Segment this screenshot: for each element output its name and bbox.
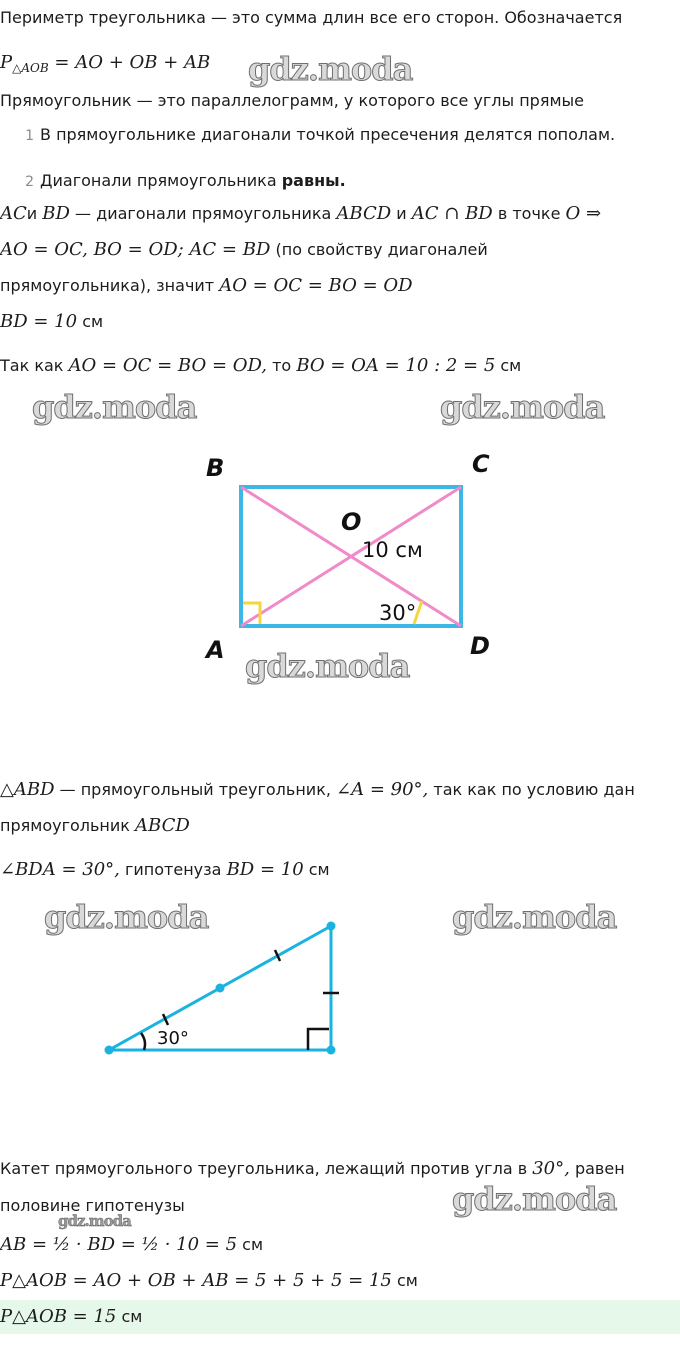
- watermark: gdz.moda: [452, 898, 617, 936]
- property-1: 1 В прямоугольнике диагонали точкой пресечения делятся пополам.: [0, 124, 615, 147]
- watermark: gdz.moda: [44, 898, 209, 936]
- leg-line-1: Катет прямоугольного треугольника, лежащий против угла в 30°, равен: [0, 1158, 625, 1179]
- bd-value: BD = 10 см: [0, 311, 104, 332]
- right-angle-mark: [308, 1029, 329, 1050]
- list-number: 2: [25, 174, 34, 190]
- watermark: gdz.moda: [248, 50, 413, 88]
- leg-line-2: половине гипотенузы: [0, 1196, 185, 1215]
- label-a: A: [206, 636, 225, 664]
- watermark: gdz.moda: [452, 1180, 617, 1218]
- triangle-line-2: прямоугольник ABCD: [0, 815, 190, 836]
- watermark: gdz.moda: [32, 388, 197, 426]
- label-o: O: [341, 508, 362, 536]
- label-c: C: [472, 450, 490, 478]
- vertex-point: [327, 922, 336, 931]
- angle-line: ∠BDA = 30°, гипотенуза BD = 10 см: [0, 859, 330, 880]
- diagonal-length-label: 10 см: [362, 538, 423, 562]
- vertex-point: [327, 1046, 336, 1055]
- ab-calculation: AB = ½ · BD = ½ · 10 = 5 см: [0, 1234, 264, 1255]
- watermark: gdz.moda: [440, 388, 605, 426]
- label-b: B: [206, 454, 225, 482]
- vertex-point: [105, 1046, 114, 1055]
- rectangle-figure: [190, 440, 510, 670]
- triangle-figure: [90, 910, 360, 1070]
- perimeter-formula: $P_{\triangle AOB}$ = AO + OB + AB: [0, 52, 211, 75]
- rectangle-definition: Прямоугольник — это параллелограмм, у которого все углы прямые: [0, 91, 584, 110]
- triangle-line-1: △ABD — прямоугольный треугольник, ∠A = 90°, так как по условию дан: [0, 779, 635, 800]
- watermark: gdz.moda: [245, 647, 410, 685]
- midpoint: [216, 984, 225, 993]
- property-2: 2 Диагонали прямоугольника равны.: [0, 170, 346, 193]
- diagonals-line-2: AO = OC, BO = OD; AC = BD (по свойству диагоналей: [0, 239, 488, 260]
- angle-arc: [141, 1033, 145, 1050]
- diagonals-line-3: прямоугольника), значит AO = OC = BO = OD: [0, 275, 413, 296]
- since-line: Так как AO = OC = BO = OD, то BO = OA = 10 : 2 = 5 см: [0, 355, 522, 376]
- diagonals-line-1: ACи BD — диагонали прямоугольника ABCD и AC ∩ BD в точке O ⇒: [0, 203, 602, 224]
- perimeter-calculation: P△AOB = AO + OB + AB = 5 + 5 + 5 = 15 см: [0, 1270, 418, 1291]
- watermark-small: gdz.moda: [58, 1212, 131, 1230]
- label-d: D: [470, 632, 490, 660]
- angle-label: 30°: [379, 601, 417, 625]
- answer: P△AOB = 15 см: [0, 1306, 143, 1327]
- list-number: 1: [25, 128, 34, 144]
- perimeter-definition: Периметр треугольника — это сумма длин все его сторон. Обозначается: [0, 8, 623, 27]
- angle-label: 30°: [157, 1028, 189, 1049]
